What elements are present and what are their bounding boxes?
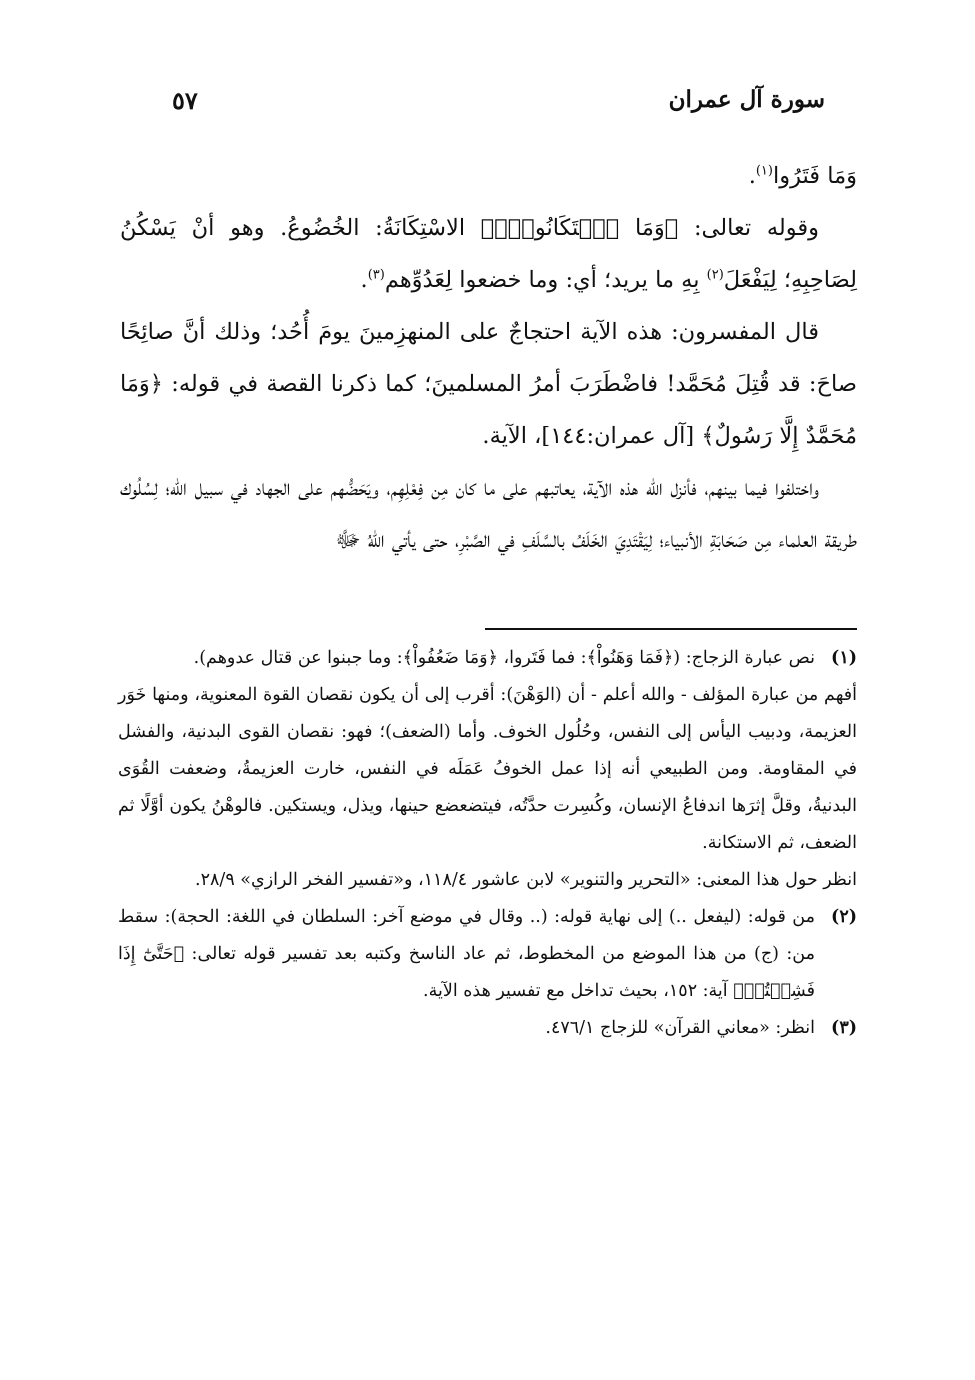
p1-text: وَمَا فَتَرُوا (772, 163, 857, 189)
footnote-1-text: نص عبارة الزجاج: (﴿فَمَا وَهَنُواْ﴾: فما فَتَروا، ﴿وَمَا ضَعُفُواْ﴾: وما جبنوا عن قتال عدوهم). (193, 648, 815, 668)
p1-end: . (748, 163, 756, 189)
footnote-1 (118, 640, 857, 899)
footnotes (118, 640, 857, 1047)
page-header (150, 86, 825, 122)
surah-title: سورة آل عمران (668, 86, 825, 113)
footnote-3 (118, 1010, 857, 1047)
footnote-1-commentary: أفهم من عبارة المؤلف - والله أعلم - أن (الوَهْنَ): أقرب إلى أن يكون نقصان القوة المعنوية، ومنها خَوَر العزيمة، ودبيب اليأس إلى النفس، وحُلُول الخوف. وأما (الضعف)؛ فهو: نقصان القوى البدنية، والفشل في المقاومة. ومن الطبيعي أنه إذا عمل الخوفُ عَمَلَه في النفس، خارت العزيمةُ، وضعفت القُوَى البدنيةُ، وقلَّ إثرَها اندفاعُ الإنسان، وكُسِرت حدَّتُه، فيتضعضع حينها، ويذل، ويستكين. فالوهْنُ يكون أوَّلًا ثم الضعف، ثم الاستكانة. (118, 685, 857, 853)
paragraph-3: قال المفسرون: هذه الآية احتجاجٌ على المنهزِمينَ يومَ أُحُد؛ وذلك أنَّ صائِحًا صاحَ: قد قُتِلَ مُحَمَّد! فاضْطَرَبَ أمرُ المسلمينَ؛ كما ذكرنا القصة في قوله: ﴿وَمَا مُحَمَّدٌ إِلَّا رَسُولٌ﴾ [آل عمران:١٤٤]، الآية. (120, 319, 857, 449)
paragraph-1 (120, 150, 857, 202)
paragraph-4: واختلفوا فيما بينهم، فأنزل الله هذه الآية، يعاتبهم على ما كان مِن فِعْلِهِم، ويَحَضُّهم على الجهاد في سبيل الله؛ لِسُلُوك طريقة العلماء مِن صَحَابَةِ الأنبياء؛ لِيَقْتَدِيَ الخَلَفُ بالسَّلَفِ في الصَّبْرِ، حتى يأتي اللهُ ﷻ (120, 475, 857, 553)
footnote-3-text: انظر: «معاني القرآن» للزجاج ٤٧٦/١. (545, 1018, 815, 1038)
paragraph-2 (120, 202, 857, 306)
p2-text-a: وقوله تعالى: ﴿وَمَا ٱسۡتَكَانُواْۗ﴾ الاسْتِكَانَةُ: الخُضُوعُ. وهو أنْ يَسْكُنُ لِصَاحِبِهِ؛ لِيَفْعَلَ (120, 215, 857, 293)
footnote-ref-1: (١) (755, 163, 773, 179)
footnote-2 (118, 899, 857, 1010)
footnote-1-reference: انظر حول هذا المعنى: «التحرير والتنوير» لابن عاشور ١١٨/٤، و«تفسير الفخر الرازي» ٢٨/٩. (195, 870, 857, 890)
p2-text-b: بِهِ ما يريد؛ أي: وما خضعوا لِعَدُوِّهم (384, 267, 707, 293)
footnote-number-2: (٢) (831, 907, 857, 927)
footnote-number-3: (٣) (831, 1018, 857, 1038)
footnote-ref-3: (٣) (367, 267, 385, 283)
footnote-2-text: من قوله: (ليفعل ..) إلى نهاية قوله: (.. وقال في موضع آخر: السلطان في اللغة: الحجة): سقط من: (ج) من هذا الموضع من المخطوط، ثم عاد الناسخ وكتبه بعد تفسير قوله تعالى: ﴿حَتَّىٰٓ إِذَا فَشِلۡتُمۡ﴾ آية: ١٥٢، بحيث تداخل مع تفسير هذه الآية. (118, 907, 815, 1001)
footnote-ref-2: (٢) (706, 267, 724, 283)
main-text (120, 150, 857, 566)
page-number: ٥٧ (172, 86, 198, 115)
footnote-number-1: (١) (831, 648, 857, 668)
p2-end: . (360, 267, 368, 293)
footnote-separator (485, 628, 857, 630)
